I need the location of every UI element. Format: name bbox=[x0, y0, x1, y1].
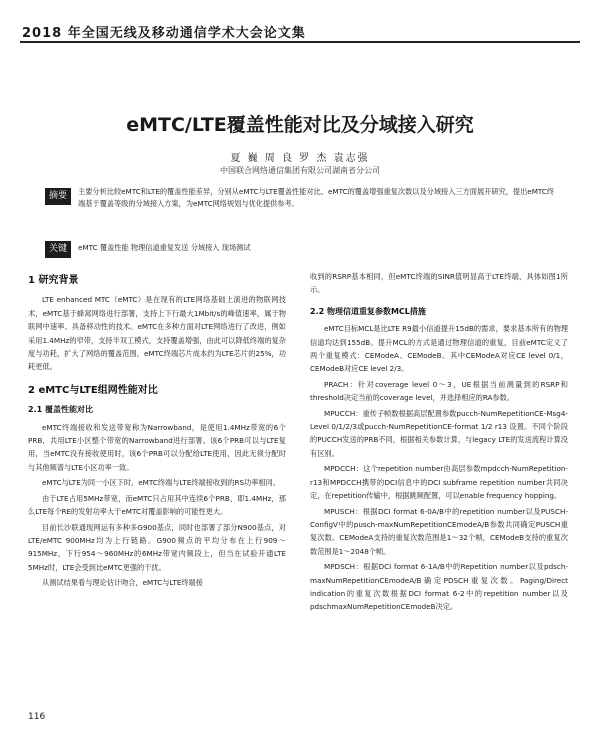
page-number: 116 bbox=[28, 712, 46, 722]
section-2-2-heading: 2.2 物理信道重复参数MCL措施 bbox=[310, 306, 426, 316]
section-2-2-paragraph: MPDSCH：根据DCI format 6-1A/B中的Repetition number以及pdsch-maxNumRepetitionCEmodeA/B确定PDSCH重复次数。Paging/Direct indication的重复次数根据DCI format 6-2中的repetition number以及pdschmaxNumRepetitionCEmodeB决定。 bbox=[310, 562, 568, 612]
right-column bbox=[310, 270, 568, 616]
section-2-1-paragraph: 目前长沙联通现网运有多种多G900基点，同时也部署了部分N900基点，对LTE/eMTC 900MHz均为上行链路。G900频点的平均分布在上行909～915MHz，下行954～960MHz的6MHz带宽内频段上，但当在试验开通LTE 5MHz时，LTE会受到比eMTC更强的干扰。 bbox=[28, 522, 286, 572]
section-2-2-paragraph: eMTC目标MCL是比LTE R9最小信道提升15dB的需求，要求基本所有的物理信道均达到155dB。提升MCL的方式是通过物理信道的重复，目前eMTC定义了两个重复模式：CEModeA、CEModeB。其中CEModeA对应CE level 0/1，CEModeB对应CE level 2/3。 bbox=[310, 324, 568, 374]
section-2-2-paragraph: MPDCCH：这个repetition number由高层参数mpdcch-NumRepetition-r13和MPDCCH携带的DCI信息中的DCI subframe repetition number共同决定，在repetition传输中，根据跳频配置，可以enable frequency hopping。 bbox=[310, 464, 568, 501]
section-2-heading: 2 eMTC与LTE组网性能对比 bbox=[28, 384, 158, 396]
paper-authors: 夏 巍 周 良 罗 杰 袁志强 bbox=[230, 153, 370, 164]
paper-affiliation: 中国联合网络通信集团有限公司湖南省分公司 bbox=[220, 166, 380, 175]
section-2-2-paragraph: MPUCCH：重传子帧数根据高层配置参数pucch-NumRepetitionCE-Msg4-Level 0/1/2/3或pucch-NumRepetitionCE-format 1/2 r13 设置。不同个阶段的PUCCH发送的PRB不同，根据相关参数计算，与legacy LTE的发送流程计算没有区别。 bbox=[310, 408, 568, 458]
running-head: 2018 年全国无线及移动通信学术大会论文集 bbox=[22, 26, 306, 41]
left-column bbox=[28, 270, 286, 592]
keywords-text: eMTC 覆盖性能 物理信道重复发送 分域接入 现场测试 bbox=[78, 243, 251, 252]
header-rule bbox=[20, 41, 580, 43]
section-2-1-paragraph: 从测试结果看与理论估计吻合，eMTC与LTE终端接 bbox=[42, 578, 203, 588]
abstract-tag: 摘要 bbox=[45, 188, 71, 205]
section-1-paragraph: LTE enhanced MTC（eMTC）是在现有的LTE网络基础上演进的物联网技术，eMTC基于蜂窝网络进行部署，支持上下行最大1Mbit/s的峰值速率，属于物联网中速率、具备移动性的技术。eMTC在多种方面对LTE网络进行了改进，例如采用1.4MHz的窄带，支持半双工模式，支持覆盖增强，由此可以降低终端的复杂度与功耗，扩大了网络的覆盖范围，eMTC终端芯片成本约为LTE芯片的25%，功耗更低。 bbox=[28, 295, 286, 372]
continued-paragraph: 收到的RSRP基本相同，但eMTC终端的SINR值明显高于LTE终端，具体如图1所示。 bbox=[310, 272, 568, 295]
paper-title: eMTC/LTE覆盖性能对比及分域接入研究 bbox=[126, 114, 474, 136]
section-2-2-paragraph: MPUSCH：根据DCI format 6-0A/B中的repetition number以及PUSCH-ConfigV中的pusch-maxNumRepetitionCEmodeA/B参数共同确定PUSCH重复次数。CEModeA支持的重复次数范围是1～32个帧，CEModeB支持的重复次数范围是1～2048个帧。 bbox=[310, 506, 568, 556]
keywords-tag: 关键词 bbox=[45, 241, 71, 258]
section-2-1-paragraph: 由于LTE占用5MHz带宽，而eMTC只占用其中连续6个PRB，即1.4MHz，那么LTE每个RE的发射功率大于eMTC对覆盖影响的可能性更大。 bbox=[28, 493, 286, 517]
section-2-2-paragraph: PRACH：针对coverage level 0～3，UE根据当前测量到的RSRP和threshold决定当前的coverage level，并选择相应的RA参数。 bbox=[310, 379, 568, 403]
section-2-1-heading: 2.1 覆盖性能对比 bbox=[28, 405, 93, 415]
section-1-heading: 1 研究背景 bbox=[28, 275, 79, 286]
section-2-1-paragraph: eMTC终端接收和发送带宽称为Narrowband，是使用1.4MHz带宽的6个PRB，共用LTE小区整个带宽的Narrowband进行部署。该6个PRB可以与LTE复用，当eMTC没有接收使用时，该6个PRB可以分配给LTE使用，因此无须分配时与其他频谱与LTE小区功率一致。 bbox=[28, 422, 286, 472]
abstract-text: 主要分析比较eMTC和LTE的覆盖性能差异，分别从eMTC与LTE覆盖性能对比、eMTC的覆盖增强重复次数以及分域接入三方面展开研究，提出eMTC终端基于覆盖等级的分域接入方案，为eMTC网络规划与优化提供参考。 bbox=[78, 187, 555, 208]
section-2-1-paragraph: eMTC与LTE为同一小区下时，eMTC终端与LTE终端接收到的RS功率相同。 bbox=[42, 478, 280, 488]
